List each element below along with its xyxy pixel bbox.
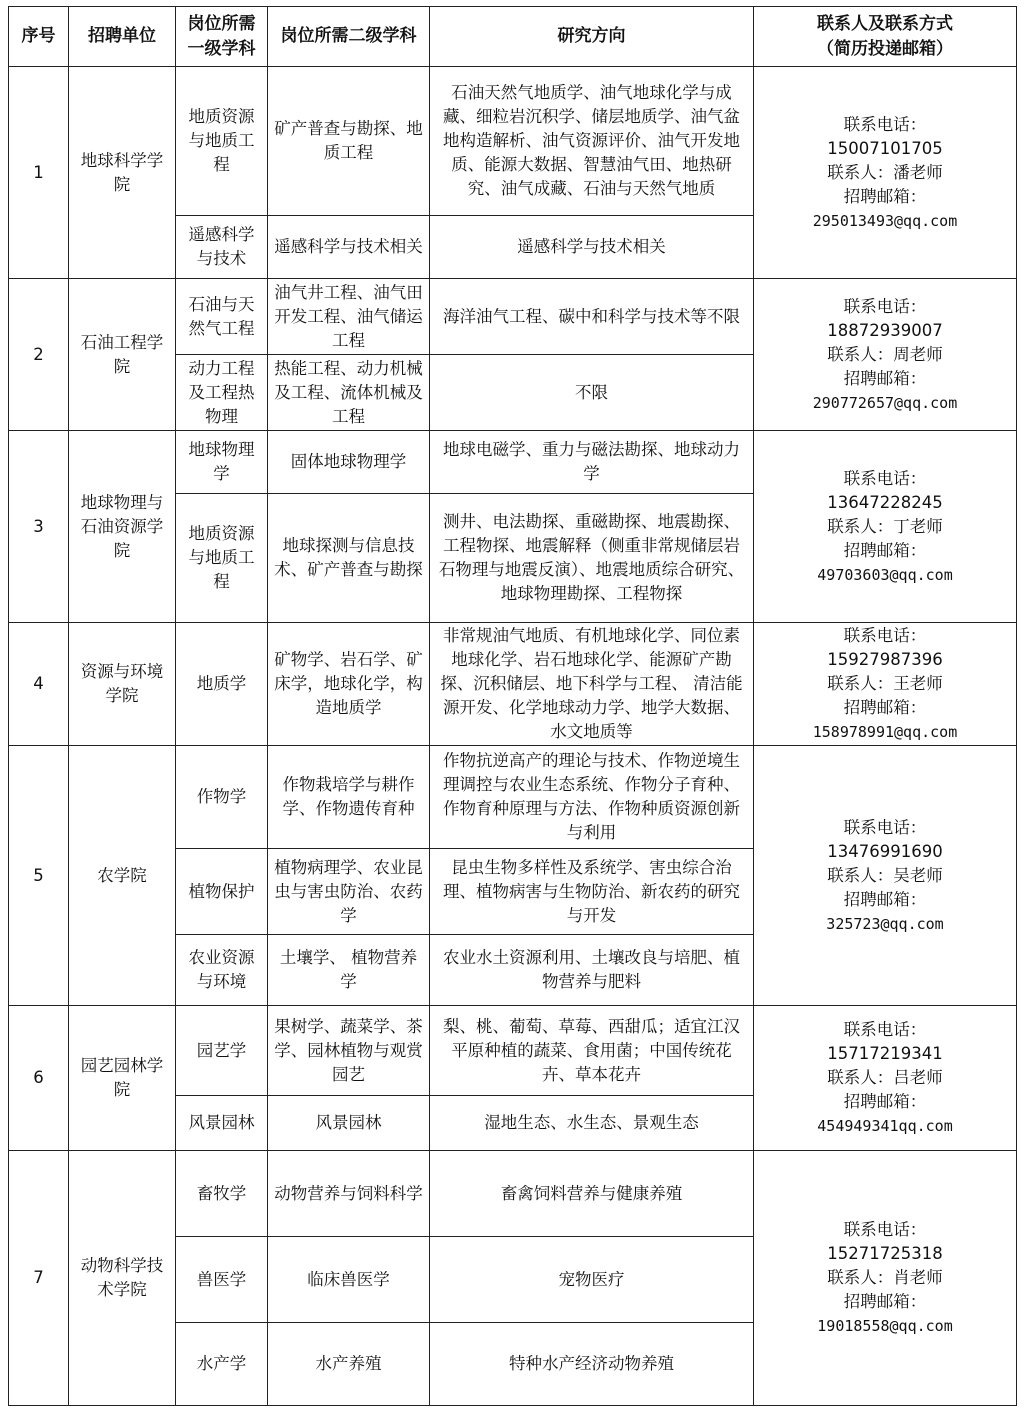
email-label: 招聘邮箱： (843, 540, 927, 560)
research-direction: 石油天然气地质学、油气地球化学与成藏、细粒岩沉积学、储层地质学、油气盆地构造解析、油气资源评价、油气开发地质、能源大数据、智慧油气田、地热研究、油气成藏、石油与天然气地质 (430, 67, 754, 216)
contact-person-name: 肖老师 (893, 1268, 943, 1287)
email-label: 招聘邮箱： (843, 186, 927, 206)
second-discipline: 油气井工程、油气田开发工程、油气储运工程 (268, 279, 430, 355)
table-row (9, 746, 1017, 849)
phone-number: 13476991690 (827, 841, 943, 861)
contact-person-label: 联系人： (827, 674, 894, 693)
contact-cell (754, 431, 1017, 623)
research-direction: 不限 (430, 355, 754, 431)
contact-person-name: 周老师 (893, 344, 943, 364)
unit-name: 农学院 (69, 746, 176, 1006)
contact-cell (754, 746, 1017, 1006)
email-address: 19018558@qq.com (817, 1317, 953, 1335)
email-label: 招聘邮箱： (843, 1092, 927, 1111)
second-discipline: 动物营养与饲料科学 (268, 1151, 430, 1237)
first-discipline: 地质资源与地质工程 (176, 67, 268, 216)
second-discipline: 矿物学、岩石学、矿床学，地球化学，构造地质学 (268, 623, 430, 746)
first-discipline: 动力工程及工程热物理 (176, 355, 268, 431)
header-first-discipline: 岗位所需一级学科 (176, 7, 268, 67)
header-contact (754, 7, 1017, 67)
unit-seq: 1 (9, 67, 69, 279)
contact-person-label: 联系人： (827, 516, 894, 536)
contact-person-label: 联系人： (827, 865, 894, 885)
header-contact-line1: 联系人及联系方式 (817, 13, 953, 34)
contact-person (759, 1266, 1011, 1290)
first-discipline: 风景园林 (176, 1096, 268, 1151)
phone-number: 15717219341 (827, 1044, 943, 1063)
second-discipline: 植物病理学、农业昆虫与害虫防治、农药学 (268, 849, 430, 935)
phone-number: 13647228245 (827, 492, 943, 512)
contact-person-label: 联系人： (827, 1068, 894, 1087)
phone-label: 联系电话： (843, 296, 927, 316)
first-discipline: 畜牧学 (176, 1151, 268, 1237)
research-direction: 测井、电法勘探、重磁勘探、地震勘探、工程物探、地震解释（侧重非常规储层岩石物理与地震反演）、地震地质综合研究、地球物理勘探、工程物探 (430, 494, 754, 623)
unit-seq: 5 (9, 746, 69, 1006)
header-row (9, 7, 1017, 67)
phone-number: 18872939007 (827, 320, 943, 340)
first-discipline: 水产学 (176, 1323, 268, 1406)
second-discipline: 作物栽培学与耕作学、作物遗传育种 (268, 746, 430, 849)
research-direction: 宠物医疗 (430, 1237, 754, 1323)
contact-person-name: 潘老师 (893, 162, 943, 182)
first-discipline: 兽医学 (176, 1237, 268, 1323)
research-direction: 遥感科学与技术相关 (430, 216, 754, 279)
contact-person-name: 吴老师 (893, 865, 943, 885)
header-direction: 研究方向 (430, 7, 754, 67)
header-unit: 招聘单位 (69, 7, 176, 67)
phone-label: 联系电话： (843, 1020, 927, 1039)
email-address: 158978991@qq.com (812, 723, 958, 741)
email-address: 295013493@qq.com (812, 211, 958, 230)
phone-label: 联系电话： (843, 626, 927, 645)
phone-label: 联系电话： (843, 114, 927, 134)
email-address: 290772657@qq.com (812, 393, 958, 412)
unit-name: 园艺园林学院 (69, 1006, 176, 1151)
research-direction: 特种水产经济动物养殖 (430, 1323, 754, 1406)
contact-person-label: 联系人： (827, 344, 894, 364)
research-direction: 海洋油气工程、碳中和科学与技术等不限 (430, 279, 754, 355)
second-discipline: 水产养殖 (268, 1323, 430, 1406)
research-direction: 梨、桃、葡萄、草莓、西甜瓜；适宜江汉平原种植的蔬菜、食用菌；中国传统花卉、草本花卉 (430, 1006, 754, 1096)
research-direction: 地球电磁学、重力与磁法勘探、地球动力学 (430, 431, 754, 494)
contact-person (759, 864, 1011, 888)
contact-person (759, 161, 1011, 185)
first-discipline: 地球物理学 (176, 431, 268, 494)
unit-seq: 7 (9, 1151, 69, 1406)
table-row (9, 279, 1017, 355)
header-second-discipline: 岗位所需二级学科 (268, 7, 430, 67)
phone-number: 15007101705 (827, 138, 943, 158)
second-discipline: 热能工程、动力机械及工程、流体机械及工程 (268, 355, 430, 431)
research-direction: 昆虫生物多样性及系统学、害虫综合治理、植物病害与生物防治、新农药的研究与开发 (430, 849, 754, 935)
unit-seq: 3 (9, 431, 69, 623)
table-row (9, 623, 1017, 746)
unit-seq: 2 (9, 279, 69, 431)
email-address: 325723@qq.com (826, 914, 944, 933)
research-direction: 农业水土资源利用、土壤改良与培肥、植物营养与肥料 (430, 935, 754, 1006)
research-direction: 畜禽饲料营养与健康养殖 (430, 1151, 754, 1237)
header-seq: 序号 (9, 7, 69, 67)
unit-name: 动物科学技术学院 (69, 1151, 176, 1406)
contact-cell (754, 1151, 1017, 1406)
table-body (9, 67, 1017, 1406)
second-discipline: 土壤学、 植物营养学 (268, 935, 430, 1006)
contact-cell (754, 279, 1017, 431)
contact-person (759, 1066, 1011, 1090)
header-contact-line2: （简历投递邮箱） (817, 38, 953, 59)
contact-cell (754, 67, 1017, 279)
second-discipline: 果树学、蔬菜学、茶学、园林植物与观赏园艺 (268, 1006, 430, 1096)
contact-cell (754, 623, 1017, 746)
first-discipline: 农业资源与环境 (176, 935, 268, 1006)
unit-name: 地球科学学院 (69, 67, 176, 279)
contact-person-name: 丁老师 (893, 516, 943, 536)
contact-person-label: 联系人： (827, 162, 894, 182)
phone-number: 15927987396 (827, 650, 943, 669)
contact-person-name: 吕老师 (893, 1068, 943, 1087)
email-label: 招聘邮箱： (843, 368, 927, 388)
table-row (9, 431, 1017, 494)
contact-person-name: 王老师 (893, 674, 943, 693)
contact-person (759, 515, 1011, 539)
first-discipline: 地质学 (176, 623, 268, 746)
table-row (9, 1006, 1017, 1096)
contact-person (759, 343, 1011, 367)
unit-name: 石油工程学院 (69, 279, 176, 431)
unit-seq: 4 (9, 623, 69, 746)
recruitment-table (8, 6, 1017, 1406)
research-direction: 湿地生态、水生态、景观生态 (430, 1096, 754, 1151)
second-discipline: 风景园林 (268, 1096, 430, 1151)
email-label: 招聘邮箱： (843, 698, 927, 717)
table-row (9, 67, 1017, 216)
table-row (9, 1151, 1017, 1237)
first-discipline: 遥感科学与技术 (176, 216, 268, 279)
email-address: 49703603@qq.com (817, 565, 953, 584)
first-discipline: 作物学 (176, 746, 268, 849)
email-label: 招聘邮箱： (843, 889, 927, 909)
research-direction: 作物抗逆高产的理论与技术、作物逆境生理调控与农业生态系统、作物分子育种、作物育种原理与方法、作物种质资源创新与利用 (430, 746, 754, 849)
phone-number: 15271725318 (827, 1244, 943, 1263)
email-label: 招聘邮箱： (843, 1292, 927, 1311)
phone-label: 联系电话： (843, 817, 927, 837)
phone-label: 联系电话： (843, 1220, 927, 1239)
first-discipline: 园艺学 (176, 1006, 268, 1096)
contact-person-label: 联系人： (827, 1268, 894, 1287)
second-discipline: 临床兽医学 (268, 1237, 430, 1323)
second-discipline: 矿产普查与勘探、地质工程 (268, 67, 430, 216)
unit-name: 资源与环境学院 (69, 623, 176, 746)
email-address: 454949341qq.com (817, 1117, 953, 1135)
contact-cell (754, 1006, 1017, 1151)
second-discipline: 地球探测与信息技术、矿产普查与勘探 (268, 494, 430, 623)
second-discipline: 遥感科学与技术相关 (268, 216, 430, 279)
first-discipline: 地质资源与地质工程 (176, 494, 268, 623)
unit-name: 地球物理与石油资源学院 (69, 431, 176, 623)
research-direction: 非常规油气地质、有机地球化学、同位素地球化学、岩石地球化学、能源矿产勘探、沉积储层、地下科学与工程、 清洁能源开发、化学地球动力学、地学大数据、水文地质等 (430, 623, 754, 746)
second-discipline: 固体地球物理学 (268, 431, 430, 494)
unit-seq: 6 (9, 1006, 69, 1151)
first-discipline: 石油与天然气工程 (176, 279, 268, 355)
phone-label: 联系电话： (843, 468, 927, 488)
contact-person (759, 672, 1011, 696)
first-discipline: 植物保护 (176, 849, 268, 935)
